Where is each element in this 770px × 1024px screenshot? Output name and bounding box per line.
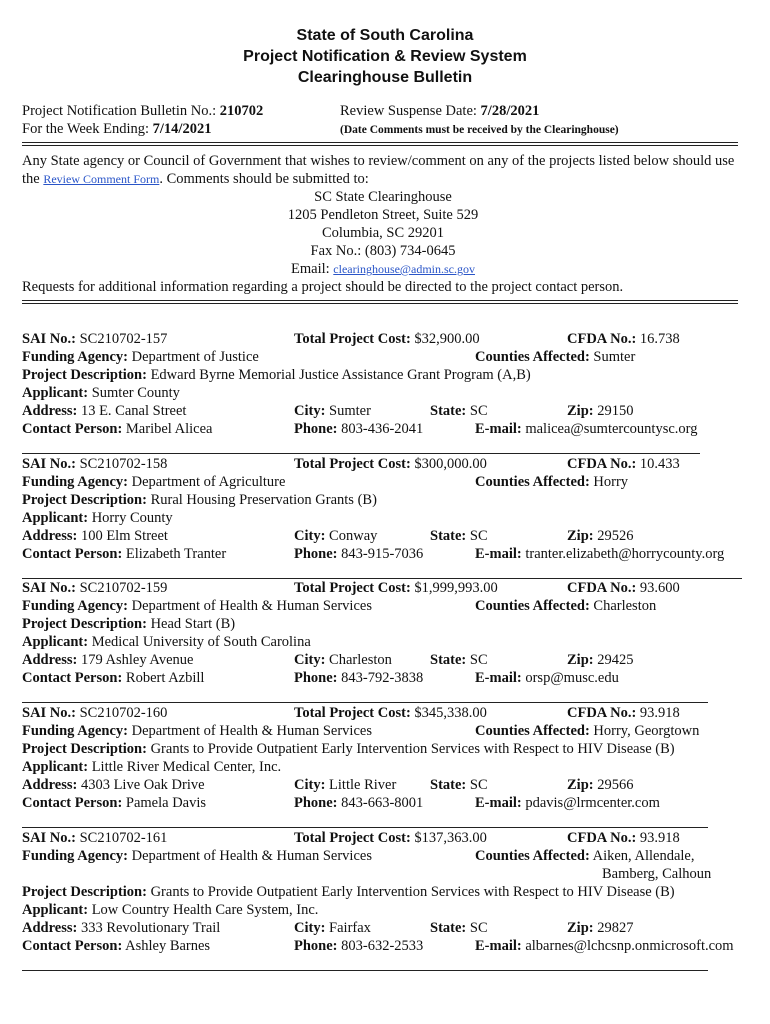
project-row-5 xyxy=(22,777,752,795)
project-row-5 xyxy=(22,920,752,938)
suspense-date: Review Suspense Date: 7/28/2021 xyxy=(340,103,540,119)
sai-number: SAI No.: SC210702-157 xyxy=(22,331,168,347)
suspense-date-value: 7/28/2021 xyxy=(480,103,540,119)
project-description: Project Description: Edward Byrne Memorial Justice Assistance Grant Program (A,B) xyxy=(22,367,531,383)
applicant: Applicant: Medical University of South Carolina xyxy=(22,634,311,650)
counties-affected: Counties Affected: Horry xyxy=(475,474,629,490)
sai-number: SAI No.: SC210702-158 xyxy=(22,456,168,472)
project-row-6 xyxy=(22,421,752,439)
total-cost: Total Project Cost: $32,900.00 xyxy=(294,331,480,347)
zip: Zip: 29425 xyxy=(567,652,634,668)
address: Address: 4303 Live Oak Drive xyxy=(22,777,205,793)
zip: Zip: 29827 xyxy=(567,920,634,936)
project-row-4 xyxy=(22,902,752,920)
city: City: Conway xyxy=(294,528,378,544)
project-description: Project Description: Rural Housing Preservation Grants (B) xyxy=(22,492,377,508)
project-row-2 xyxy=(22,474,752,492)
counties-continued: Bamberg, Calhoun xyxy=(602,866,712,882)
project-entry xyxy=(22,830,752,956)
suspense-note: (Date Comments must be received by the Clearinghouse) xyxy=(340,124,619,136)
project-row-2 xyxy=(22,598,752,616)
clearinghouse-address: SC State Clearinghouse 1205 Pendleton Street, Suite 529 Columbia, SC 29201 Fax No.: (803) 734-0645 Email: clearinghouse@admin.sc.gov xyxy=(22,188,744,278)
project-entry xyxy=(22,580,752,688)
contact-email: E-mail: orsp@musc.edu xyxy=(475,670,619,686)
intro-paragraph: Any State agency or Council of Government that wishes to review/comment on any of the projects listed below should use the Review Comment Form. Comments should be submitted to: xyxy=(22,153,735,187)
project-description: Project Description: Grants to Provide Outpatient Early Intervention Services with Respect to HIV Disease (B) xyxy=(22,884,675,900)
project-row-5 xyxy=(22,403,752,421)
cfda-number: CFDA No.: 93.918 xyxy=(567,830,680,846)
city: City: Sumter xyxy=(294,403,371,419)
contact-person: Contact Person: Elizabeth Tranter xyxy=(22,546,227,562)
clearinghouse-email: Email: clearinghouse@admin.sc.gov xyxy=(291,261,475,277)
clearinghouse-email-link[interactable]: clearinghouse@admin.sc.gov xyxy=(333,262,475,276)
project-row-4 xyxy=(22,759,752,777)
project-row-4 xyxy=(22,510,752,528)
contact-person: Contact Person: Pamela Davis xyxy=(22,795,207,811)
project-row-6 xyxy=(22,938,752,956)
project-row-1 xyxy=(22,456,752,474)
project-row-2 xyxy=(22,349,752,367)
city: City: Fairfax xyxy=(294,920,371,936)
funding-agency: Funding Agency: Department of Health & Human Services xyxy=(22,598,372,614)
cfda-number: CFDA No.: 93.918 xyxy=(567,705,680,721)
project-row-4 xyxy=(22,385,752,403)
title-line-2: Project Notification & Review System xyxy=(243,48,527,65)
state: State: SC xyxy=(430,652,488,668)
sai-number: SAI No.: SC210702-161 xyxy=(22,830,168,846)
project-row-3 xyxy=(22,367,752,385)
bulletin-number-value: 210702 xyxy=(219,103,264,119)
counties-affected: Counties Affected: Aiken, Allendale, xyxy=(475,848,695,864)
phone: Phone: 843-663-8001 xyxy=(294,795,424,811)
project-row-1 xyxy=(22,705,752,723)
city: City: Charleston xyxy=(294,652,392,668)
contact-email: E-mail: malicea@sumtercountysc.org xyxy=(475,421,698,437)
funding-agency: Funding Agency: Department of Agriculture xyxy=(22,474,286,490)
phone: Phone: 803-632-2533 xyxy=(294,938,424,954)
bulletin-title xyxy=(0,25,770,88)
week-ending-value: 7/14/2021 xyxy=(152,121,212,137)
project-row-1 xyxy=(22,331,752,349)
contact-email: E-mail: pdavis@lrmcenter.com xyxy=(475,795,660,811)
cfda-number: CFDA No.: 10.433 xyxy=(567,456,680,472)
project-divider xyxy=(22,453,700,454)
phone: Phone: 843-915-7036 xyxy=(294,546,424,562)
total-cost: Total Project Cost: $1,999,993.00 xyxy=(294,580,498,596)
address: Address: 333 Revolutionary Trail xyxy=(22,920,221,936)
applicant: Applicant: Low Country Health Care System, Inc. xyxy=(22,902,319,918)
cfda-number: CFDA No.: 16.738 xyxy=(567,331,680,347)
state: State: SC xyxy=(430,777,488,793)
project-row-6 xyxy=(22,670,752,688)
header-divider xyxy=(22,142,738,146)
applicant: Applicant: Sumter County xyxy=(22,385,180,401)
project-row-5 xyxy=(22,528,752,546)
contact-person: Contact Person: Ashley Barnes xyxy=(22,938,211,954)
intro-block xyxy=(22,152,744,296)
project-divider xyxy=(22,578,742,579)
zip: Zip: 29526 xyxy=(567,528,634,544)
state: State: SC xyxy=(430,403,488,419)
phone: Phone: 843-792-3838 xyxy=(294,670,424,686)
contact-email: E-mail: tranter.elizabeth@horrycounty.org xyxy=(475,546,725,562)
contact-person: Contact Person: Maribel Alicea xyxy=(22,421,213,437)
counties-affected: Counties Affected: Horry, Georgtown xyxy=(475,723,700,739)
project-row-1 xyxy=(22,830,752,848)
project-divider xyxy=(22,702,708,703)
sai-number: SAI No.: SC210702-159 xyxy=(22,580,168,596)
project-entry xyxy=(22,705,752,813)
project-description: Project Description: Head Start (B) xyxy=(22,616,236,632)
funding-agency: Funding Agency: Department of Justice xyxy=(22,349,259,365)
project-row-2 xyxy=(22,848,752,866)
total-cost: Total Project Cost: $137,363.00 xyxy=(294,830,487,846)
counties-affected: Counties Affected: Sumter xyxy=(475,349,636,365)
project-divider xyxy=(22,827,708,828)
state: State: SC xyxy=(430,920,488,936)
address: Address: 179 Ashley Avenue xyxy=(22,652,194,668)
title-line-3: Clearinghouse Bulletin xyxy=(297,69,473,86)
review-comment-form-link[interactable]: Review Comment Form xyxy=(43,172,160,186)
project-row-3 xyxy=(22,616,752,634)
title-line-1: State of South Carolina xyxy=(296,27,474,44)
bulletin-number: Project Notification Bulletin No.: 210702 xyxy=(22,103,264,119)
project-row-1 xyxy=(22,580,752,598)
project-row-4 xyxy=(22,634,752,652)
intro-divider xyxy=(22,300,738,304)
project-description: Project Description: Grants to Provide Outpatient Early Intervention Services with Respect to HIV Disease (B) xyxy=(22,741,675,757)
project-row-2 xyxy=(22,723,752,741)
applicant: Applicant: Little River Medical Center, Inc. xyxy=(22,759,282,775)
state: State: SC xyxy=(430,528,488,544)
week-ending: For the Week Ending: 7/14/2021 xyxy=(22,121,212,137)
funding-agency: Funding Agency: Department of Health & Human Services xyxy=(22,723,372,739)
city: City: Little River xyxy=(294,777,397,793)
project-row-3 xyxy=(22,884,752,902)
address: Address: 13 E. Canal Street xyxy=(22,403,187,419)
project-row-6 xyxy=(22,546,752,564)
project-row-6 xyxy=(22,795,752,813)
zip: Zip: 29566 xyxy=(567,777,634,793)
contact-email: E-mail: albarnes@lchcsnp.onmicrosoft.com xyxy=(475,938,734,954)
sai-number: SAI No.: SC210702-160 xyxy=(22,705,168,721)
requests-note: Requests for additional information regarding a project should be directed to the project contact person. xyxy=(22,279,624,295)
funding-agency: Funding Agency: Department of Health & Human Services xyxy=(22,848,372,864)
counties-affected: Counties Affected: Charleston xyxy=(475,598,657,614)
project-row-5 xyxy=(22,652,752,670)
phone: Phone: 803-436-2041 xyxy=(294,421,424,437)
applicant: Applicant: Horry County xyxy=(22,510,173,526)
project-row-3 xyxy=(22,492,752,510)
project-divider xyxy=(22,970,708,971)
project-row-3 xyxy=(22,741,752,759)
total-cost: Total Project Cost: $300,000.00 xyxy=(294,456,487,472)
total-cost: Total Project Cost: $345,338.00 xyxy=(294,705,487,721)
zip: Zip: 29150 xyxy=(567,403,634,419)
address: Address: 100 Elm Street xyxy=(22,528,168,544)
contact-person: Contact Person: Robert Azbill xyxy=(22,670,205,686)
cfda-number: CFDA No.: 93.600 xyxy=(567,580,680,596)
project-entry xyxy=(22,456,752,564)
project-entry xyxy=(22,331,752,439)
